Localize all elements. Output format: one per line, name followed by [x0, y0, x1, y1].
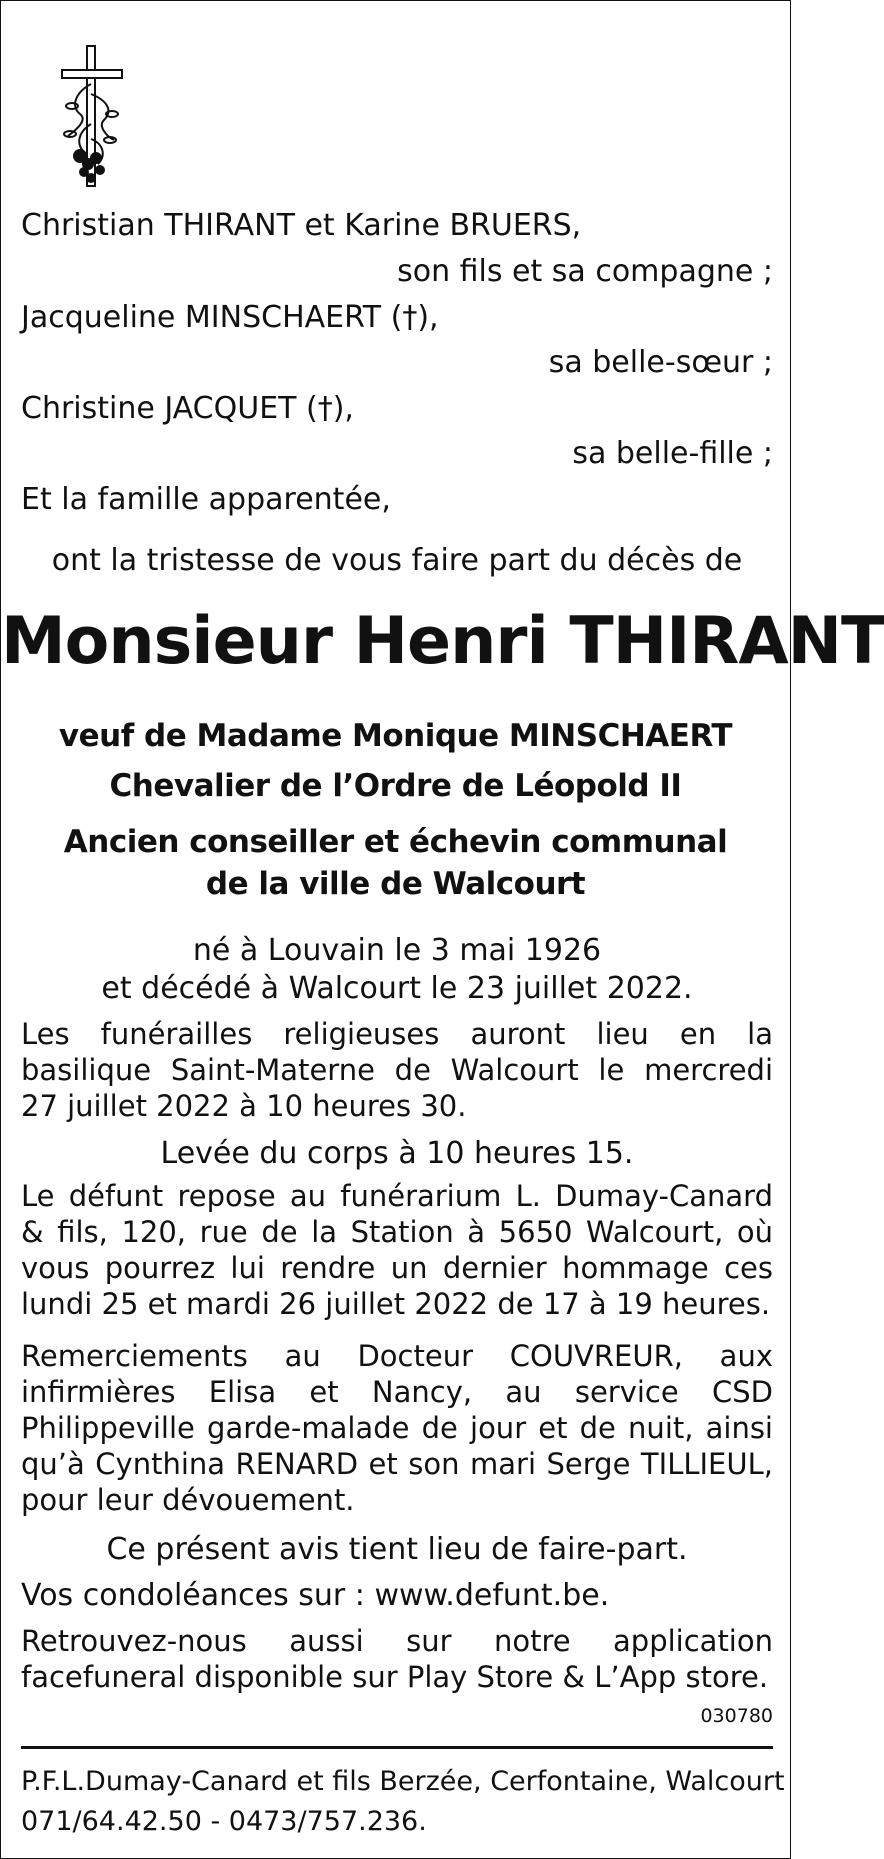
announcement: ont la tristesse de vous faire part du décès de	[51, 543, 743, 578]
thanks-line: infirmières Elisa et Nancy, au service CSD	[21, 1375, 773, 1409]
funeral-paragraph	[21, 1016, 773, 1124]
levee-line: Levée du corps à 10 heures 15.	[160, 1136, 634, 1171]
deceased-name: Monsieur Henri THIRANT	[1, 604, 884, 679]
reference-number: 030780	[700, 1705, 773, 1727]
app-line: facefuneral disponible sur Play Store & L’App store.	[21, 1660, 769, 1694]
family-relation-3: sa belle-fille ;	[572, 436, 773, 471]
family-name-2: Jacqueline MINSCHAERT (†),	[21, 300, 439, 335]
funeral-home-phones: 071/64.42.50 - 0473/757.236.	[21, 1806, 427, 1837]
visitation-line: & fils, 120, rue de la Station à 5650 Walcourt, où	[21, 1215, 773, 1249]
condolences-line: Vos condoléances sur : www.defunt.be.	[21, 1578, 610, 1613]
family-name-3: Christine JACQUET (†),	[21, 391, 354, 426]
family-name-1: Christian THIRANT et Karine BRUERS,	[21, 208, 582, 243]
role-line-2: de la ville de Walcourt	[205, 866, 586, 902]
divider	[21, 1746, 773, 1749]
visitation-paragraph	[21, 1178, 773, 1322]
thanks-line: pour leur dévouement.	[21, 1483, 355, 1517]
family-relation-1: son fils et sa compagne ;	[397, 254, 773, 289]
funeral-home-name: P.F.L.Dumay-Canard et fils Berzée, Cerfontaine, Walcourt	[21, 1766, 785, 1797]
widower-line: veuf de Madame Monique MINSCHAERT	[58, 718, 733, 754]
visitation-line: Le défunt repose au funérarium L. Dumay-Canard	[21, 1179, 773, 1213]
visitation-line: lundi 25 et mardi 26 juillet 2022 de 17 à 19 heures.	[21, 1287, 771, 1321]
funeral-line: basilique Saint-Materne de Walcourt le mercredi	[21, 1053, 773, 1087]
funeral-line: 27 juillet 2022 à 10 heures 30.	[21, 1089, 467, 1123]
birth-line: né à Louvain le 3 mai 1926	[192, 933, 602, 968]
thanks-line: Remerciements au Docteur COUVREUR, aux	[21, 1339, 773, 1373]
role-line-1: Ancien conseiller et échevin communal	[63, 824, 728, 860]
cross-with-flowers-icon	[58, 44, 126, 189]
honour-line: Chevalier de l’Ordre de Léopold II	[109, 768, 682, 804]
death-line: et décédé à Walcourt le 23 juillet 2022.	[101, 971, 693, 1006]
thanks-paragraph	[21, 1338, 773, 1518]
thanks-line: qu’à Cynthina RENARD et son mari Serge TILLIEUL,	[21, 1447, 773, 1481]
family-relation-2: sa belle-sœur ;	[548, 345, 773, 380]
thanks-line: Philippeville garde-malade de jour et de nuit, ainsi	[21, 1411, 773, 1445]
funeral-line: Les funérailles religieuses auront lieu en la	[21, 1017, 773, 1051]
notice-line: Ce présent avis tient lieu de faire-part.	[106, 1532, 688, 1567]
visitation-line: vous pourrez lui rendre un dernier hommage ces	[21, 1251, 773, 1285]
app-line: Retrouvez-nous aussi sur notre application	[21, 1624, 773, 1658]
app-paragraph	[21, 1623, 773, 1695]
extended-family: Et la famille apparentée,	[21, 482, 391, 517]
